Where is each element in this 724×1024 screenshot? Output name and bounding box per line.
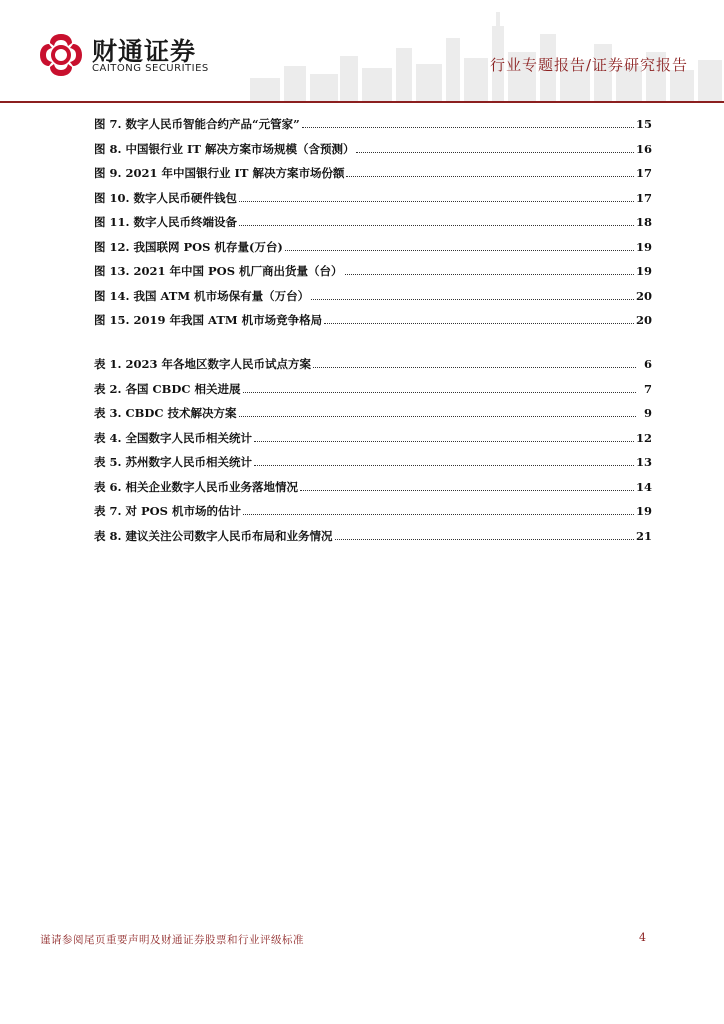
figure-entry-title: 图 10. 数字人民币硬件钱包	[94, 190, 238, 205]
table-entry[interactable]	[94, 356, 652, 372]
dot-leader	[239, 225, 634, 226]
figure-entry-title: 图 8. 中国银行业 IT 解决方案市场规模（含预测）	[94, 141, 355, 156]
figure-entry[interactable]	[94, 190, 652, 206]
page-header	[0, 0, 724, 104]
figure-entry-page: 15	[635, 117, 652, 131]
table-entry-title: 表 7. 对 POS 机市场的估计	[94, 504, 241, 518]
table-entry[interactable]	[94, 430, 652, 446]
dot-leader	[243, 392, 636, 393]
figure-entry-page: 17	[635, 166, 652, 180]
figure-entry[interactable]	[94, 141, 652, 157]
table-entry-page: 21	[635, 528, 652, 543]
dot-leader	[311, 299, 634, 300]
figure-entry-title: 图 15. 2019 年我国 ATM 机市场竞争格局	[94, 313, 323, 327]
dot-leader	[346, 176, 634, 177]
figure-entry[interactable]	[94, 312, 652, 328]
table-entry-title: 表 1. 2023 年各地区数字人民币试点方案	[94, 357, 312, 371]
table-entry-page: 13	[635, 455, 652, 469]
dot-leader	[254, 465, 634, 466]
figure-entry[interactable]	[94, 116, 652, 132]
dot-leader	[239, 416, 636, 417]
figure-entry[interactable]	[94, 288, 652, 304]
caitong-logo-icon	[38, 32, 84, 78]
figure-entry-page: 19	[635, 239, 652, 254]
table-entry[interactable]	[94, 528, 652, 544]
figure-entry[interactable]	[94, 165, 652, 181]
table-entry-title: 表 6. 相关企业数字人民币业务落地情况	[94, 479, 299, 494]
dot-leader	[300, 490, 634, 491]
figure-entry-page: 17	[635, 190, 652, 205]
figure-entry[interactable]	[94, 214, 652, 230]
figure-entry-page: 20	[635, 313, 652, 327]
table-entry[interactable]	[94, 479, 652, 495]
figure-entry-page: 16	[635, 141, 652, 156]
table-entry-page: 19	[635, 504, 652, 518]
table-entry-title: 表 3. CBDC 技术解决方案	[94, 406, 237, 420]
figure-entry-title: 图 7. 数字人民币智能合约产品“元管家”	[94, 117, 300, 131]
brand-name-chinese: 财通证券	[92, 37, 197, 66]
table-entry-title: 表 2. 各国 CBDC 相关进展	[94, 381, 241, 396]
figure-entry-page: 20	[635, 288, 652, 303]
dot-leader	[254, 441, 634, 442]
page-number: 4	[639, 931, 646, 944]
figure-entry-title: 图 12. 我国联网 POS 机存量(万台)	[94, 239, 283, 254]
figure-entry-title: 图 13. 2021 年中国 POS 机厂商出货量（台）	[94, 264, 343, 278]
dot-leader	[239, 201, 634, 202]
report-type-label: 行业专题报告/证券研究报告	[489, 56, 688, 74]
brand-name-english: CAITONG SECURITIES	[92, 63, 209, 74]
dot-leader	[243, 514, 634, 515]
header-divider	[0, 101, 724, 103]
dot-leader	[313, 367, 636, 368]
figure-entry-title: 图 9. 2021 年中国银行业 IT 解决方案市场份额	[94, 166, 345, 180]
figure-entry-title: 图 11. 数字人民币终端设备	[94, 215, 238, 229]
table-entry-page: 12	[635, 430, 652, 445]
figure-entry-page: 19	[635, 264, 652, 278]
table-entry-page: 7	[643, 381, 652, 396]
figure-entry-page: 18	[635, 215, 652, 229]
table-entry-page: 6	[643, 357, 652, 371]
table-entry-title: 表 5. 苏州数字人民币相关统计	[94, 455, 253, 469]
table-entry-title: 表 8. 建议关注公司数字人民币布局和业务情况	[94, 528, 333, 543]
footer-disclaimer: 谨请参阅尾页重要声明及财通证券股票和行业评级标准	[40, 934, 304, 946]
dot-leader	[345, 274, 634, 275]
table-entry[interactable]	[94, 454, 652, 470]
figure-entry[interactable]	[94, 239, 652, 255]
table-entry[interactable]	[94, 405, 652, 421]
figure-entry-title: 图 14. 我国 ATM 机市场保有量（万台）	[94, 288, 310, 303]
table-entry[interactable]	[94, 503, 652, 519]
table-entry[interactable]	[94, 381, 652, 397]
dot-leader	[302, 127, 634, 128]
dot-leader	[324, 323, 634, 324]
figure-entry[interactable]	[94, 263, 652, 279]
table-entry-title: 表 4. 全国数字人民币相关统计	[94, 430, 253, 445]
dot-leader	[335, 539, 634, 540]
dot-leader	[356, 152, 634, 153]
table-entry-page: 14	[635, 479, 652, 494]
table-entry-page: 9	[643, 406, 652, 420]
dot-leader	[285, 250, 634, 251]
